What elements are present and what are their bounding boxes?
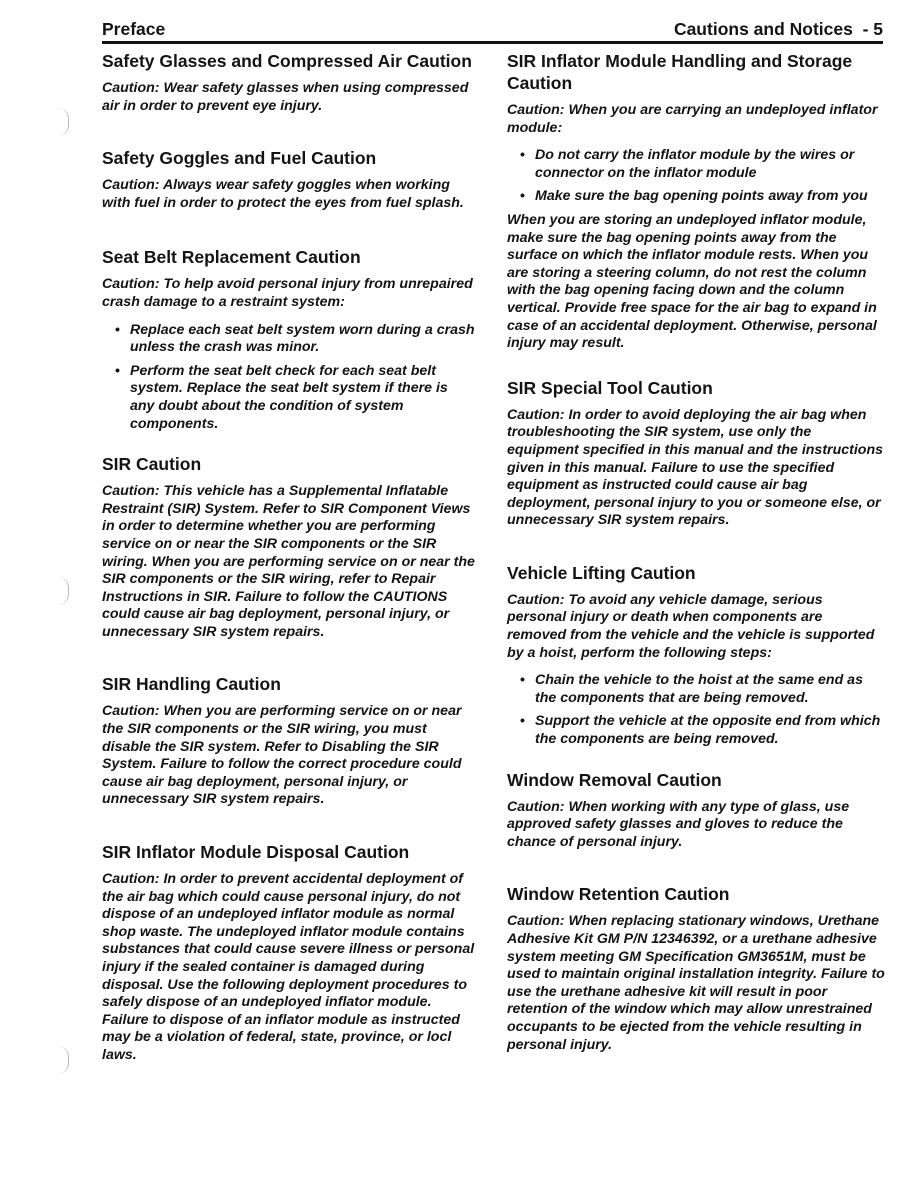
caution-section xyxy=(102,453,476,641)
binder-hole-mark xyxy=(58,1046,69,1074)
section-text: Caution: In order to prevent accidental deployment of the air bag which could cause personal injury, do not dispose of an undeployed inflator module as normal shop waste. The undeployed inflator module contains substances that could cause severe illness or personal injury if the sealed container is damaged during disposal. Use the following deployment procedures to safely dispose of an undeployed inflator module. Failure to dispose of an inflator module as instructed may be a violation of federal, state, province, or locl laws. xyxy=(102,871,475,1063)
section-title: Window Retention Caution xyxy=(507,884,730,905)
binder-hole-mark xyxy=(58,108,69,136)
section-text: Caution: When you are carrying an undeployed inflator module: xyxy=(507,102,878,136)
page-header xyxy=(102,16,883,40)
section-title: Safety Goggles and Fuel Caution xyxy=(102,148,377,169)
header-rule xyxy=(102,41,883,44)
section-text: Caution: To avoid any vehicle damage, serious personal injury or death when components are removed from the vehicle and the vehicle is supported by a hoist, perform the following steps: xyxy=(507,591,875,661)
header-section-name: Preface xyxy=(102,19,166,39)
bullet-list xyxy=(507,672,885,748)
section-text: Caution: In order to avoid deploying the air bag when troubleshooting the SIR system, use only the equipment specified in this manual and the instructions given in this manual. Failure to use the specified equipment as instructed could cause air bag deployment, personal injury to you or someone else, or unnecessary SIR system repairs. xyxy=(507,406,884,529)
caution-section xyxy=(102,50,476,115)
right-column xyxy=(507,50,885,1054)
bullet-item: • Make sure the bag opening points away from you xyxy=(507,188,885,206)
bullet-item: • Support the vehicle at the opposite end from which the components are being removed. xyxy=(507,713,885,748)
section-title: SIR Caution xyxy=(102,454,202,475)
binder-hole-mark xyxy=(58,577,69,605)
bullet-item: • Replace each seat belt system worn during a crash unless the crash was minor. xyxy=(102,322,476,357)
bullet-list xyxy=(102,322,476,434)
section-title: SIR Special Tool Caution xyxy=(507,377,713,398)
section-title: Seat Belt Replacement Caution xyxy=(102,247,361,268)
bullet-item: • Do not carry the inflator module by the wires or connector on the inflator module xyxy=(507,147,885,182)
section-text: Caution: This vehicle has a Supplemental Inflatable Restraint (SIR) System. Refer to SIR Component Views in order to determine whether you are performing service on or near the SIR components or the SIR wiring. When you are performing service on or near the SIR components or the SIR wiring, refer to Repair Instructions in SIR. Failure to follow the CAUTIONS could cause air bag deployment, personal injury, or unnecessary SIR system repairs. xyxy=(102,483,475,640)
caution-section xyxy=(507,883,885,1054)
caution-section xyxy=(102,246,476,433)
section-title: SIR Inflator Module Handling and Storage Caution xyxy=(507,51,853,93)
caution-section xyxy=(507,50,885,353)
section-title: Safety Glasses and Compressed Air Caution xyxy=(102,51,472,71)
caution-section xyxy=(102,673,476,809)
left-column xyxy=(102,50,476,1065)
section-title: SIR Handling Caution xyxy=(102,674,281,695)
section-text: Caution: To help avoid personal injury from unrepaired crash damage to a restraint system: xyxy=(102,276,473,310)
caution-section xyxy=(507,769,885,852)
section-text: Caution: When you are performing service on or near the SIR components or the SIR wiring, you must disable the SIR system. Refer to Disabling the SIR System. Failure to follow the correct procedure could cause air bag deployment, personal injury, or unnecessary SIR system repairs. xyxy=(102,703,462,808)
section-title: Window Removal Caution xyxy=(507,769,722,790)
caution-section xyxy=(507,377,885,530)
bullet-item: • Chain the vehicle to the hoist at the same end as the components that are being removed. xyxy=(507,672,885,707)
section-text: Caution: When replacing stationary windows, Urethane Adhesive Kit GM P/N 12346392, or a urethane adhesive system meeting GM Specification GM3651M, must be used to maintain original installation integrity. Failure to use the urethane adhesive kit will result in poor retention of the window which may allow unrestrained occupants to be ejected from the vehicle resulting in personal injury. xyxy=(507,913,885,1053)
section-title: Vehicle Lifting Caution xyxy=(507,562,696,583)
section-text-continued: When you are storing an undeployed inflator module, make sure the bag opening points away from the surface on which the inflator module rests. When you are storing a steering column, do not rest the column with the bag opening facing down and the column vertical. Provide free space for the air bag to expand in case of an accidental deployment. Otherwise, personal injury may result. xyxy=(507,211,877,352)
caution-section xyxy=(102,841,476,1065)
section-text: Caution: Always wear safety goggles when working with fuel in order to protect the eyes from fuel splash. xyxy=(102,177,464,211)
caution-section xyxy=(507,562,885,749)
section-text: Caution: Wear safety glasses when using compressed air in order to prevent eye injury. xyxy=(102,80,469,114)
bullet-list xyxy=(507,147,885,206)
section-title: SIR Inflator Module Disposal Caution xyxy=(102,842,410,863)
bullet-item: • Perform the seat belt check for each seat belt system. Replace the seat belt system if there is any doubt about the condition of system components. xyxy=(102,363,476,433)
caution-section xyxy=(102,147,476,212)
header-page-title: Cautions and Notices - 5 xyxy=(673,19,883,39)
section-text: Caution: When working with any type of glass, use approved safety glasses and gloves to reduce the chance of personal injury. xyxy=(507,798,850,850)
